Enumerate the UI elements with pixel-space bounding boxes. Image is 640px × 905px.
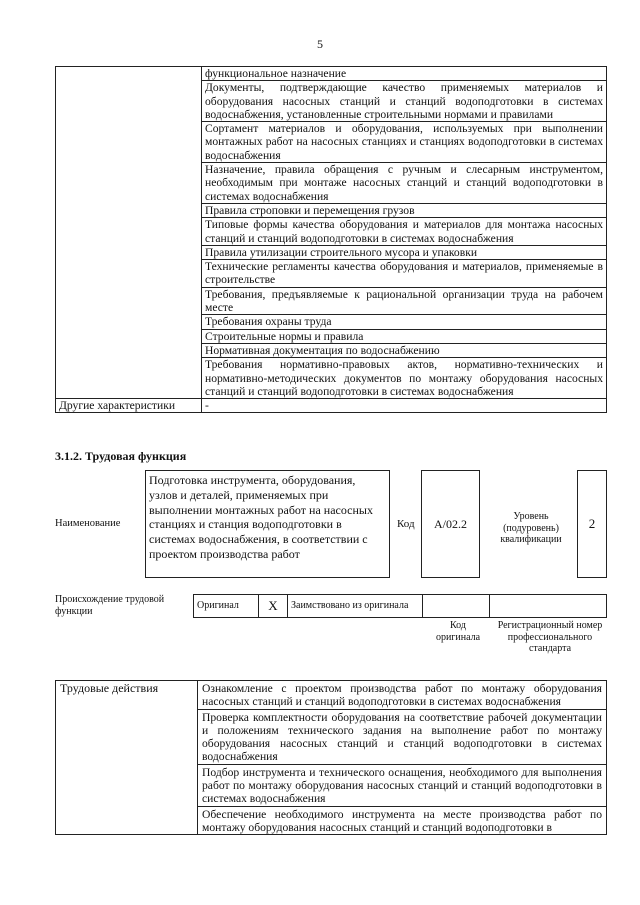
knowledge-item: Технические регламенты качества оборудования и материалов, применяемые в строительстве xyxy=(202,260,607,288)
page-number: 5 xyxy=(317,37,323,51)
section-title: 3.1.2. Трудовая функция xyxy=(55,449,187,463)
labor-action-item: Обеспечение необходимого инструмента на месте производства работ по монтажу оборудования насосных станций и станций водоподготовки в xyxy=(198,806,607,835)
qualification-level-box xyxy=(577,470,607,578)
knowledge-item: Типовые формы качества оборудования и материалов для монтажа насосных станций и станций водоподготовки в системах водоснабжения xyxy=(202,218,607,246)
code-value: А/02.2 xyxy=(434,516,467,531)
labor-action-item: Подбор инструмента и технического оснащения, необходимого для выполнения работ по монтажу оборудования насосных станций и станций водоподготовки в системах водоснабжения xyxy=(198,764,607,806)
knowledge-item: Требования охраны труда xyxy=(202,315,607,329)
knowledge-item: - xyxy=(202,399,607,413)
qualification-level-value: 2 xyxy=(588,516,596,531)
knowledge-item: Требования нормативно-правовых актов, нормативно-технических и нормативно-методических документов по монтажу оборудования насосных станций и станций водоподготовки в системах водоснабжения xyxy=(202,358,607,399)
original-label: Оригинал xyxy=(194,595,259,618)
knowledge-item: Нормативная документация по водоснабжению xyxy=(202,343,607,357)
labor-action-row xyxy=(56,681,607,710)
code-original-caption: Код оригинала xyxy=(435,620,481,643)
labor-action-item: Проверка комплектности оборудования на соответствие рабочей документации и положениям технического задания на выполнение работ по монтажу оборудования насосных станций и станций водоподготовки в системах водоснабжения xyxy=(198,709,607,764)
knowledge-item: Требования, предъявляемые к рациональной организации труда на рабочем месте xyxy=(202,287,607,315)
knowledge-row xyxy=(56,67,607,81)
knowledge-row xyxy=(56,399,607,413)
borrowed-label: Заимствовано из оригинала xyxy=(288,595,423,618)
origin-code-cell xyxy=(423,595,490,618)
function-name-box: Подготовка инструмента, оборудования, узлов и деталей, применяемых при выполнении монтажных работ на насосных станциях и станция водоподготовки в системах водоснабжения, в соответствии с проектом производства работ xyxy=(145,470,390,578)
knowledge-label-cell xyxy=(56,67,202,399)
knowledge-item: Документы, подтверждающие качество применяемых материалов и оборудования насосных станций и станций водоподготовки в системах водоснабжения, установленные строительными нормами и правилами xyxy=(202,81,607,122)
original-mark: X xyxy=(259,595,288,618)
labor-actions-label: Трудовые действия xyxy=(56,681,198,835)
labor-actions-table xyxy=(55,680,607,835)
name-label: Наименование xyxy=(55,518,121,529)
knowledge-item: Назначение, правила обращения с ручным и слесарным инструментом, необходимым при монтаже насосных станций и станций водоподготовки в системах водоснабжения xyxy=(202,163,607,204)
knowledge-table xyxy=(55,66,607,413)
knowledge-item: Строительные нормы и правила xyxy=(202,329,607,343)
labor-action-item: Ознакомление с проектом производства работ по монтажу оборудования насосных станций и станций водоподготовки в системах водоснабжения xyxy=(198,681,607,710)
knowledge-item: функциональное назначение xyxy=(202,67,607,81)
other-characteristics-label: Другие характеристики xyxy=(56,399,202,413)
qualification-level-label: Уровень (подуровень) квалификации xyxy=(500,511,562,545)
registration-number-caption: Регистрационный номер профессионального стандарта xyxy=(497,620,603,654)
knowledge-item: Сортамент материалов и оборудования, используемых при выполнении монтажных работ на насосных станциях и станциях водоподготовки в системах водоснабжения xyxy=(202,122,607,163)
knowledge-item: Правила строповки и перемещения грузов xyxy=(202,203,607,217)
origin-label: Происхождение трудовой функции xyxy=(55,594,165,617)
code-value-box xyxy=(421,470,480,578)
knowledge-item: Правила утилизации строительного мусора и упаковки xyxy=(202,245,607,259)
origin-table xyxy=(193,594,607,618)
origin-reg-cell xyxy=(490,595,607,618)
code-label: Код xyxy=(397,518,415,530)
